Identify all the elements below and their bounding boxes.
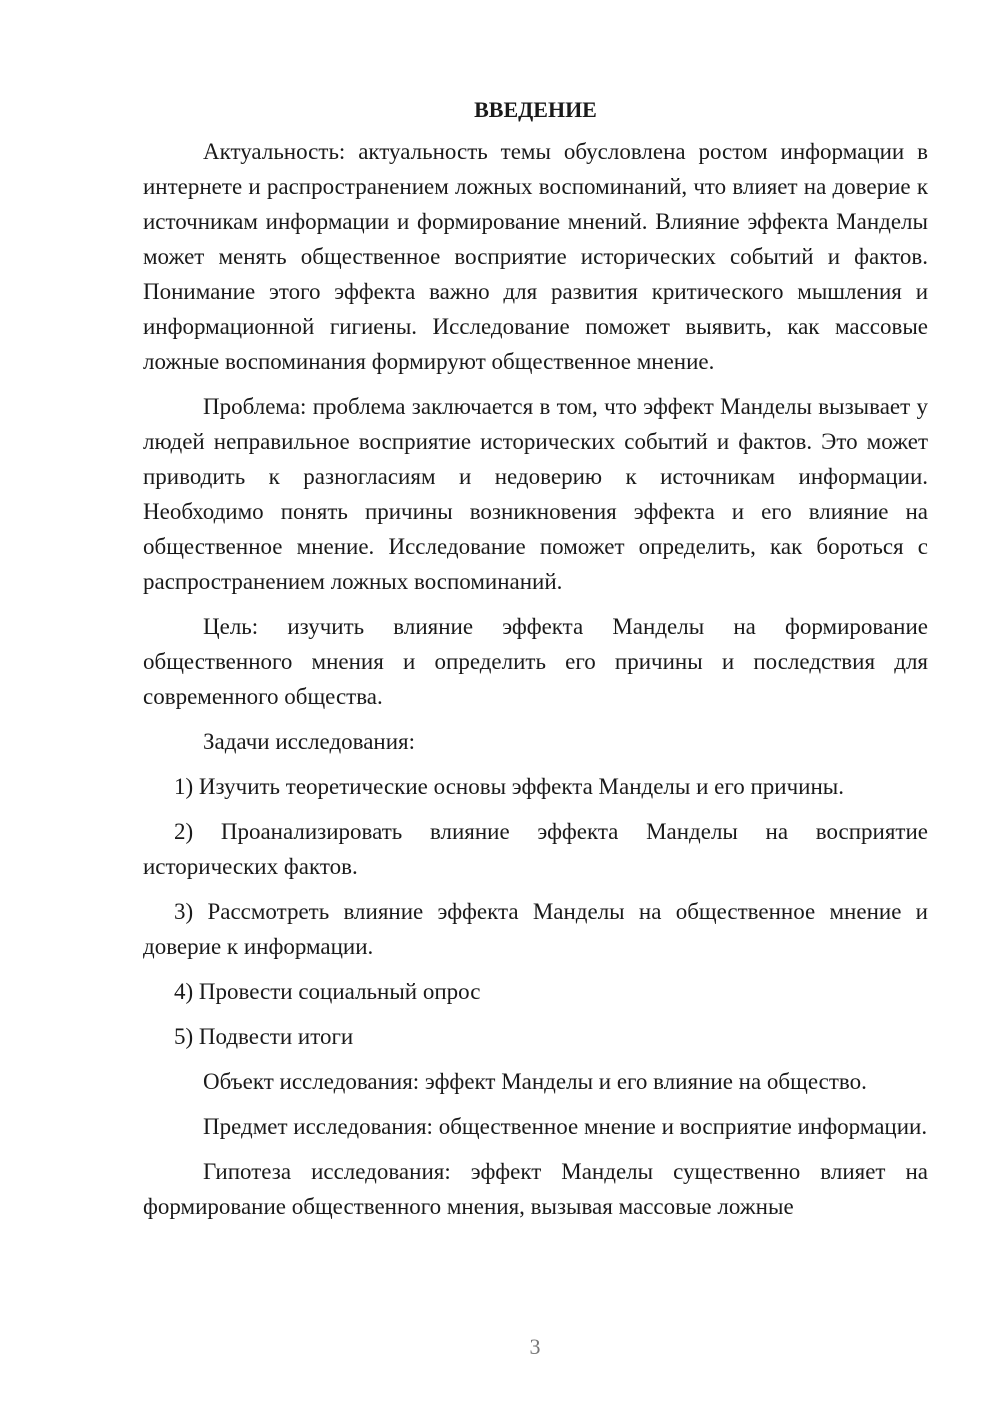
task-item: 4) Провести социальный опрос <box>174 979 481 1004</box>
task-item: 5) Подвести итоги <box>174 1024 354 1049</box>
page-number: 3 <box>529 1334 541 1359</box>
paragraph-relevance: Актуальность: актуальность темы обусловлена ростом информации в интернете и распространением ложных воспоминаний, что влияет на доверие к источникам информации и формирование мнений. Влияние эффекта Манделы может менять общественное восприятие исторических событий и фактов. Понимание этого эффекта важно для развития критического мышления и информационной гигиены. Исследование поможет выявить, как массовые ложные воспоминания формируют общественное мнение. <box>143 139 928 374</box>
task-item: 2) Проанализировать влияние эффекта Манделы на восприятие исторических фактов. <box>143 819 928 879</box>
paragraph-problem: Проблема: проблема заключается в том, что эффект Манделы вызывает у людей неправильное восприятие исторических событий и фактов. Это может приводить к разногласиям и недоверию к источникам информации. Необходимо понять причины возникновения эффекта и его влияние на общественное мнение. Исследование поможет определить, как бороться с распространением ложных воспоминаний. <box>143 394 928 594</box>
task-item: 3) Рассмотреть влияние эффекта Манделы на общественное мнение и доверие к информации. <box>143 899 928 959</box>
paragraph-tasks-heading: Задачи исследования: <box>203 729 416 754</box>
paragraph-object: Объект исследования: эффект Манделы и его влияние на общество. <box>203 1069 867 1094</box>
task-item: 1) Изучить теоретические основы эффекта Манделы и его причины. <box>174 774 844 799</box>
section-title: ВВЕДЕНИЕ <box>474 97 597 122</box>
paragraph-goal: Цель: изучить влияние эффекта Манделы на формирование общественного мнения и определить его причины и последствия для современного общества. <box>143 614 928 709</box>
paragraph-hypothesis: Гипотеза исследования: эффект Манделы существенно влияет на формирование общественного мнения, вызывая массовые ложные <box>143 1159 928 1219</box>
page-content <box>143 96 928 1234</box>
paragraph-subject: Предмет исследования: общественное мнение и восприятие информации. <box>203 1114 928 1139</box>
